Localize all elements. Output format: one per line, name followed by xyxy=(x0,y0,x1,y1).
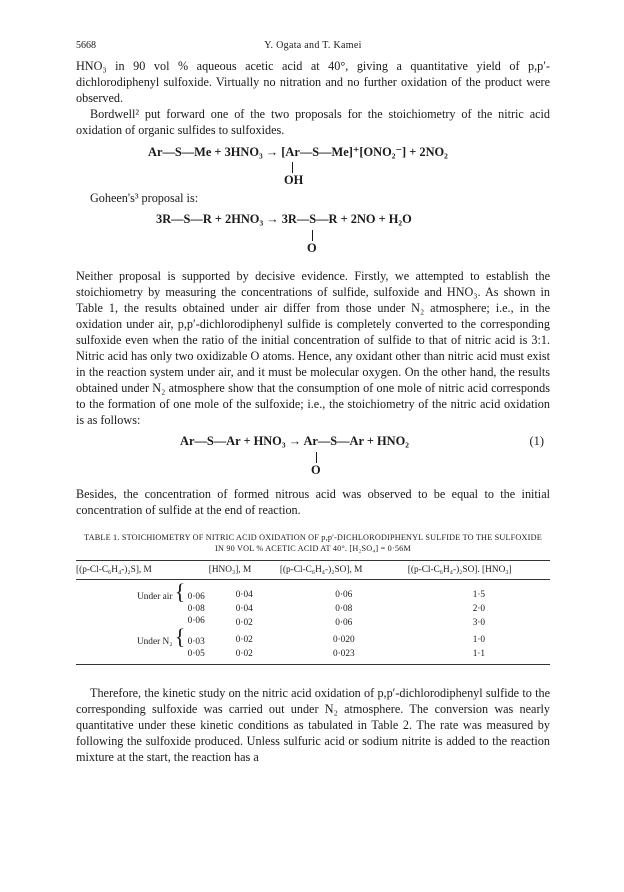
column-header: [HNO₃], M xyxy=(209,561,280,580)
table-cell: 0·06 xyxy=(187,616,205,626)
paragraph-2: Bordwell² put forward one of the two proposals for the stoichiometry of the nitric acid oxidation of organic sulfides to sulfoxides. xyxy=(76,107,550,137)
goheen-equation-substituent: O xyxy=(307,241,317,255)
table-row xyxy=(76,603,550,615)
page-header xyxy=(76,36,550,56)
goheen-equation xyxy=(76,210,550,258)
paragraph-6: Therefore, the kinetic study on the nitric acid oxidation of p,p′-dichlorodiphenyl sulfide to the corresponding sulfoxide was carried out under N₂ atmosphere. The conversion was nearly quantitative under these kinetic conditions as tabulated in Table 2. The rate was measured by following the sulfoxide produced. Unless sulfuric acid or sodium nitrite is added to the reaction mixture at the start, the reaction has a xyxy=(76,686,550,764)
table-cell: 0·03 xyxy=(187,637,205,647)
table-cell: 0·04 xyxy=(235,604,253,614)
table-cell: 0·06 xyxy=(187,592,205,602)
paragraph-3: Goheen's³ proposal is: xyxy=(90,191,199,205)
table-cell: 0·04 xyxy=(235,589,253,600)
column-header: [(p-Cl-C₆H₄-)₂SO]. [HNO₃] xyxy=(408,561,550,580)
bordwell-equation xyxy=(76,142,550,188)
bond-line xyxy=(312,230,313,241)
column-header: [(p-Cl-C₆H₄-)₂SO], M xyxy=(280,561,408,580)
table-row xyxy=(76,631,550,648)
paragraph-4: Neither proposal is supported by decisive evidence. Firstly, we attempted to establish the stoichiometry by measuring the concentrations of sulfide, sulfoxide and HNO₃. As shown in Table 1, the results obtained under air differ from those under N₂ atmosphere; i.e., in the oxidation under air, p,p′-dichlorodiphenyl sulfide is completely converted to the corresponding sulfoxide even when the ratio of the initial concentration of sulfide to that of nitric acid is 3:1. Nitric acid has only two oxidizable O atoms. Hence, any oxidant other than nitric acid must exist in the reaction system under air, and it must be molecular oxygen. On the other hand, the results obtained under N₂ atmosphere show that the consumption of one mole of nitric acid corresponds to the formation of one mole of the sulfoxide; i.e., the stoichiometry of the nitric acid oxidation is as follows: xyxy=(76,269,550,427)
equation-1 xyxy=(76,432,550,480)
paragraph-1: HNO₃ in 90 vol % aqueous acetic acid at 40°, giving a quantitative yield of p,p′-dichlorodiphenyl sulfoxide. Virtually no nitration and no further oxidation of the product were observed. xyxy=(76,59,550,105)
table-cell: 0·020 xyxy=(332,634,355,645)
bordwell-equation-substituent: OH xyxy=(284,173,304,187)
bond-line xyxy=(316,452,317,463)
group-label-air: Under air xyxy=(137,592,173,602)
table-cell: 1·5 xyxy=(472,589,486,600)
table-1-caption xyxy=(76,532,550,554)
brace-icon: { xyxy=(174,624,186,649)
table-1-caption-line-2: IN 90 VOL % ACETIC ACID AT 40°. [H₂SO₄] = 0·56M xyxy=(215,544,411,553)
table-cell: 0·02 xyxy=(235,618,253,628)
table-cell: 3·0 xyxy=(472,618,486,628)
table-cell: 0·05 xyxy=(76,648,209,665)
goheen-equation-main: 3R—S—R + 2HNO₃ → 3R—S—R + 2NO + H₂O xyxy=(156,212,412,226)
table-cell: 1·0 xyxy=(472,634,486,645)
table-row xyxy=(76,580,550,604)
table-cell: 0·08 xyxy=(187,604,205,614)
table-cell: 2·0 xyxy=(472,604,486,614)
table-1 xyxy=(76,560,550,665)
table-header-row xyxy=(76,561,550,580)
table-cell: 1·1 xyxy=(408,648,550,665)
table-cell: 0·023 xyxy=(280,648,408,665)
table-cell: 0·02 xyxy=(209,648,280,665)
table-row xyxy=(76,615,550,631)
table-cell: 0·02 xyxy=(235,634,253,645)
paper-page xyxy=(76,36,550,765)
column-header: [(p-Cl-C₆H₄-)₂S], M xyxy=(76,561,209,580)
bordwell-equation-main: Ar—S—Me + 3HNO₃ → [Ar—S—Me]⁺[ONO₂⁻] + 2NO₂ xyxy=(148,145,448,159)
equation-number: (1) xyxy=(529,434,544,448)
table-1-caption-line-1: TABLE 1. STOICHIOMETRY OF NITRIC ACID OXIDATION OF p,p′-DICHLORODIPHENYL SULFIDE TO THE SULFOXIDE xyxy=(84,533,542,542)
table-cell: 0·08 xyxy=(335,604,353,614)
paragraph-5: Besides, the concentration of formed nitrous acid was observed to be equal to the initial concentration of sulfide at the end of reaction. xyxy=(76,487,550,517)
table-row xyxy=(76,648,550,665)
page-number: 5668 xyxy=(76,40,96,51)
table-cell: 0·06 xyxy=(335,589,353,600)
brace-icon: { xyxy=(174,579,186,604)
bond-line xyxy=(292,162,293,173)
equation-1-main: Ar—S—Ar + HNO₃ → Ar—S—Ar + HNO₂ xyxy=(180,434,409,448)
group-label-n2: Under N₂ xyxy=(136,637,173,647)
table-cell: 0·06 xyxy=(335,618,353,628)
equation-1-substituent: O xyxy=(311,463,321,477)
running-head: Y. Ogata and T. Kamei xyxy=(264,40,362,51)
